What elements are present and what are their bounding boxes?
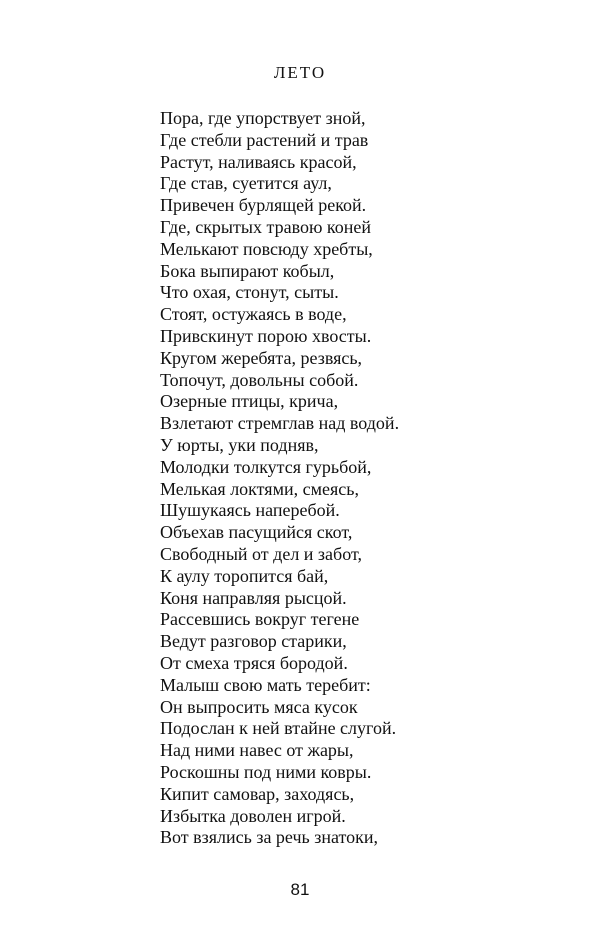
- poem-line: Шушукаясь наперебой.: [160, 500, 340, 521]
- poem-line: Роскошны под ними ковры.: [160, 761, 372, 782]
- poem-line: Коня направляя рысцой.: [160, 587, 347, 608]
- poem-line: Пора, где упорствует зной,: [160, 108, 366, 128]
- poem-line: Объехав пасущийся скот,: [160, 522, 353, 543]
- poem-line: Озерные птицы, крича,: [160, 391, 339, 412]
- poem-line: Привечен бурлящей рекой.: [160, 195, 367, 216]
- poem-line: Взлетают стремглав над водой.: [160, 413, 400, 434]
- poem-line: Вот взялись за речь знатоки,: [160, 827, 379, 848]
- poem-line: Топочут, довольны собой.: [160, 369, 359, 390]
- poem-line: Рассевшись вокруг тегене: [160, 609, 360, 630]
- poem-line: Что охая, стонут, сыты.: [160, 282, 339, 303]
- poem-line: Ведут разговор старики,: [160, 631, 347, 652]
- page-number: 81: [290, 880, 310, 899]
- poem-line: Над ними навес от жары,: [160, 740, 354, 761]
- poem-line: Где стебли растений и трав: [160, 129, 369, 150]
- poem-line: Подослан к ней втайне слугой.: [160, 718, 397, 739]
- poem-line: К аулу торопится бай,: [160, 565, 329, 586]
- poem-line: Свободный от дел и забот,: [160, 543, 362, 564]
- poem-line: Избытка доволен игрой.: [160, 805, 346, 826]
- poem-body: [160, 108, 399, 849]
- poem-line: У юрты, уки подняв,: [160, 434, 319, 455]
- poem-title: ЛЕТО: [273, 63, 327, 82]
- poem-line: Он выпросить мяса кусок: [160, 696, 358, 717]
- poem-line: Растут, наливаясь красой,: [160, 151, 357, 172]
- poem-line: Молодки толкутся гурьбой,: [160, 456, 372, 477]
- poem-line: Стоят, остужаясь в воде,: [160, 304, 347, 325]
- poem-line: Мелькая локтями, смеясь,: [160, 478, 359, 499]
- poem-line: Малыш свою мать теребит:: [160, 674, 371, 695]
- poem-line: Кругом жеребята, резвясь,: [160, 347, 363, 368]
- poem-line: Кипит самовар, заходясь,: [160, 783, 355, 804]
- poem-line: Мелькают повсюду хребты,: [160, 238, 373, 259]
- poem-line: От смеха тряся бородой.: [160, 652, 348, 673]
- poem-line: Где, скрытых травою коней: [160, 216, 371, 237]
- poem-line: Бока выпирают кобыл,: [160, 260, 335, 281]
- poem-line: Привскинут порою хвосты.: [160, 325, 372, 346]
- poem-line: Где став, суетится аул,: [160, 173, 332, 194]
